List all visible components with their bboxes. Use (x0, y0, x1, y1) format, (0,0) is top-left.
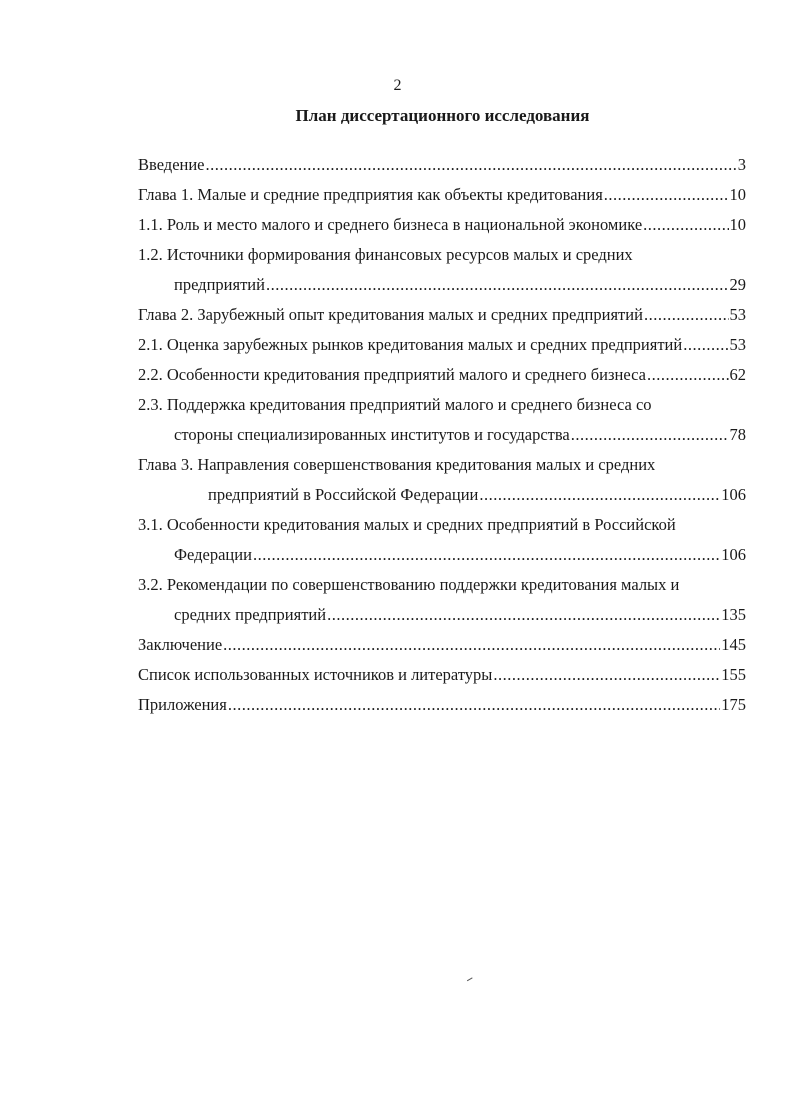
toc-leader-dots (647, 362, 729, 388)
toc-entry-3-2-cont (138, 602, 746, 632)
page-title: План диссертационного исследования (295, 106, 590, 125)
toc-entry-text: предприятий в Российской Федерации (208, 485, 479, 504)
toc-entry-3-2 (138, 572, 746, 602)
toc-entry-text: 1.1. Роль и место малого и среднего бизнеса в национальной экономике (138, 215, 643, 234)
toc-entry-text: Глава 1. Малые и средние предприятия как объекты кредитования (138, 185, 603, 204)
toc-leader-dots (479, 482, 720, 508)
toc-leader-dots (223, 632, 720, 658)
toc-leader-dots (327, 602, 720, 628)
toc-entry-text: предприятий (174, 275, 265, 294)
toc-leader-dots (206, 152, 737, 178)
toc-entry-page: 175 (721, 695, 746, 714)
toc-entry-text: 3.1. Особенности кредитования малых и средних предприятий в Российской (138, 515, 676, 534)
toc-entry-2-2 (138, 362, 746, 392)
toc-entry-text: Федерации (174, 545, 252, 564)
toc-entry-page: 10 (729, 185, 746, 204)
toc-entry-2-3 (138, 392, 746, 422)
toc-entry-text: Введение (138, 155, 205, 174)
toc-leader-dots (571, 422, 729, 448)
toc-entry-chapter-1 (138, 182, 746, 212)
toc-entry-page: 10 (729, 215, 746, 234)
toc-entry-page: 106 (721, 545, 746, 564)
toc-entry-text: 1.2. Источники формирования финансовых ресурсов малых и средних (138, 245, 633, 264)
toc-entry-text: 2.2. Особенности кредитования предприятий малого и среднего бизнеса (138, 365, 646, 384)
toc-entry-1-1 (138, 212, 746, 242)
toc-entry-chapter-2 (138, 302, 746, 332)
toc-entry-text: средних предприятий (174, 605, 327, 624)
stray-mark (465, 975, 472, 981)
toc-entry-3-1 (138, 512, 746, 542)
toc-entry-page: 53 (729, 335, 746, 354)
toc-entry-page: 29 (729, 275, 746, 294)
toc-entry-page: 106 (721, 485, 746, 504)
toc-entry-3-1-cont (138, 542, 746, 572)
toc-entry-page: 135 (721, 605, 746, 624)
toc-entry-text: Приложения (138, 695, 227, 714)
toc-entry-text: Глава 2. Зарубежный опыт кредитования малых и средних предприятий (138, 305, 643, 324)
page-number: 2 (393, 77, 402, 94)
toc-entry-text: 2.3. Поддержка кредитования предприятий малого и среднего бизнеса со (138, 395, 652, 414)
toc-entry-references (138, 662, 746, 692)
toc-leader-dots (228, 692, 720, 718)
toc-leader-dots (266, 272, 729, 298)
toc-entry-text: стороны специализированных институтов и государства (174, 425, 570, 444)
toc-entry-1-2 (138, 242, 746, 272)
toc-entry-page: 155 (721, 665, 746, 684)
toc-entry-text: Список использованных источников и литературы (138, 665, 493, 684)
toc-entry-page: 3 (737, 155, 746, 174)
toc-entry-appendices (138, 692, 746, 722)
toc-entry-chapter-3-cont (138, 482, 746, 512)
toc-entry-text: Глава 3. Направления совершенствования кредитования малых и средних (138, 455, 656, 474)
toc-leader-dots (644, 302, 729, 328)
toc-entry-text: Заключение (138, 635, 223, 654)
toc-entry-chapter-3 (138, 452, 746, 482)
toc-leader-dots (643, 212, 728, 238)
toc-entry-page: 62 (729, 365, 746, 384)
toc-entry-page: 145 (721, 635, 746, 654)
toc-leader-dots (604, 182, 729, 208)
toc-entry-text: 3.2. Рекомендации по совершенствованию поддержки кредитования малых и (138, 575, 680, 594)
toc-entry-2-3-cont (138, 422, 746, 452)
toc-entry-page: 53 (729, 305, 746, 324)
toc-entry-2-1 (138, 332, 746, 362)
toc-entry-conclusion (138, 632, 746, 662)
toc-entry-introduction (138, 152, 746, 182)
toc-entry-page: 78 (729, 425, 746, 444)
toc-leader-dots (493, 662, 720, 688)
toc-leader-dots (253, 542, 720, 568)
toc-entry-1-2-cont (138, 272, 746, 302)
table-of-contents (138, 152, 746, 722)
toc-leader-dots (683, 332, 728, 358)
toc-entry-text: 2.1. Оценка зарубежных рынков кредитования малых и средних предприятий (138, 335, 683, 354)
